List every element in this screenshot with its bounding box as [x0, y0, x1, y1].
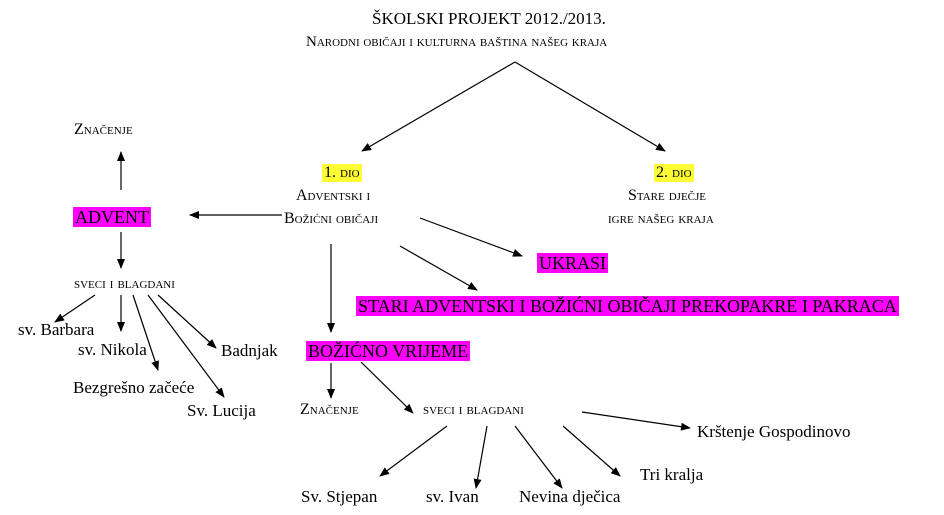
advent-item-barbara: sv. Barbara [18, 320, 95, 339]
advent-meaning: Značenje [74, 121, 133, 138]
advent-item-nikola: sv. Nikola [78, 340, 147, 359]
advent-saints-feasts: sveci i blagdani [74, 275, 175, 292]
saints-to-ivan-arrow [476, 426, 487, 488]
christmas-item-tri-kralja: Tri kralja [640, 465, 704, 484]
christmas-item-nevina-djecica: Nevina dječica [519, 487, 621, 506]
christmas-saints-feasts: sveci i blagdani [423, 401, 524, 418]
advent-item-lucija: Sv. Lucija [187, 401, 256, 420]
saints-to-nevina-arrow [515, 426, 562, 488]
part1-number: 1. dio [324, 164, 360, 181]
title-left-line [362, 62, 515, 151]
saints-to-stjepan-arrow [380, 426, 447, 476]
saints-to-krstenje-arrow [582, 412, 690, 428]
christmas-to-saints-arrow [361, 362, 413, 413]
part2-title-line2: igre našeg kraja [608, 210, 714, 227]
advent-item-badnjak: Badnjak [221, 341, 278, 360]
old-customs-label: STARI ADVENTSKI I BOŽIĆNI OBIČAJI PREKOPAKRE I PAKRACA [358, 296, 897, 316]
advent-item-bezgresno-zacece: Bezgrešno začeće [73, 378, 195, 397]
christmas-meaning: Značenje [300, 401, 359, 418]
part1-title-line2: Božićni običaji [284, 210, 379, 227]
saints-to-trikralja-arrow [563, 426, 620, 476]
christmas-item-stjepan: Sv. Stjepan [301, 487, 378, 506]
christmas-item-ivan: sv. Ivan [426, 487, 479, 506]
title-right-line [515, 62, 665, 151]
part2-number: 2. dio [656, 164, 692, 181]
project-title: ŠKOLSKI PROJEKT 2012./2013. [372, 9, 606, 28]
part1-to-ukrasi-arrow [420, 218, 522, 256]
saints-to-badnjak-arrow [158, 295, 216, 348]
decorations-label: UKRASI [539, 253, 607, 273]
christmas-label: BOŽIĆNO VRIJEME [308, 341, 469, 361]
part2-title-line1: Stare dječje [628, 187, 707, 204]
project-subtitle: Narodni običaji i kulturna baština našeg kraja [306, 34, 608, 50]
saints-to-barbara-arrow [55, 295, 95, 322]
christmas-item-krstenje: Krštenje Gospodinovo [697, 422, 851, 441]
part1-title-line1: Adventski i [296, 187, 371, 204]
part1-to-customs-arrow [400, 246, 477, 290]
advent-label: ADVENT [75, 207, 149, 227]
